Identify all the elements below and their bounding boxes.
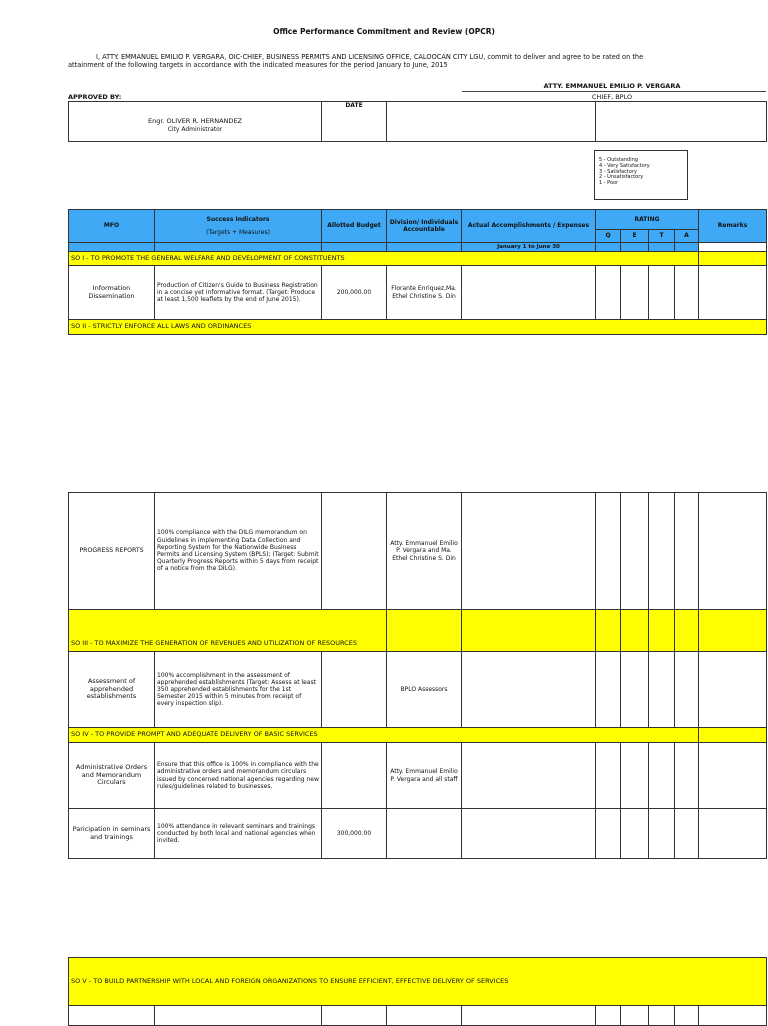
row3-division: BPLO Assessors: [387, 652, 462, 728]
header-division: Division/ Individuals Accountable: [387, 210, 462, 243]
legend-item: 1 - Poor: [599, 180, 619, 186]
opcr-table-so5: [68, 957, 767, 1026]
legend-item: 4 - Very Satisfactory: [599, 162, 650, 169]
header-targets-measures: (Targets + Measures): [206, 228, 270, 236]
row3-mfo: Assessment of apprehended establishments: [69, 652, 155, 728]
row2-division: Atty. Emmanuel Emilio P. Vergara and Ma. Ethel Christine S. Din: [387, 493, 462, 610]
header-actual-accomplishments: Actual Accomplishments / Expenses: [462, 210, 596, 243]
commitment-statement-line2: attainment of the following targets in accordance with the indicated measures for the period January to June, 2015: [68, 61, 448, 69]
approver-title: City Administrator: [167, 125, 223, 133]
row5-budget: 300,000.00: [322, 809, 387, 859]
row4-indicator: Ensure that this office is 100% in compliance with the administrative orders and memorandum circulars issued by concerned national agencies regarding new rules/guidelines related to businesses.: [155, 743, 322, 809]
row1-mfo: Information Dissemination: [69, 266, 155, 320]
row4-mfo: Administrative Orders and Memorandum Circulars: [69, 743, 155, 809]
row2-indicator: 100% compliance with the DILG memorandum on Guidelines in implementing Data Collection and Reporting System for the Nationwide Business Permits and Licensing System (BPLS); (Target: Submit Quarterly Progress Reports within 5 days from receipt of a notice from the DILG).: [155, 493, 322, 610]
document-title: Office Performance Commitment and Review (OPCR): [273, 27, 495, 36]
period-label: January 1 to June 30: [462, 243, 596, 252]
signatory-position: CHIEF, BPLO: [591, 93, 633, 101]
so5-heading: SO V - TO BUILD PARTNERSHIP WITH LOCAL AND FOREIGN ORGANIZATIONS TO ENSURE EFFICIENT, EFFECTIVE DELIVERY OF SERVICES: [69, 958, 767, 1006]
header-success-indicators-label: Success Indicators: [206, 216, 270, 224]
commitment-statement-line1: I, ATTY. EMMANUEL EMILIO P. VERGARA, OIC-CHIEF, BUSINESS PERMITS AND LICENSING OFFICE, CALOOCAN CITY LGU, commit to deliver and agree to be rated on the: [96, 53, 644, 61]
opcr-table-continued: [68, 492, 767, 859]
header-t: T: [649, 230, 675, 243]
row1-budget: 200,000.00: [322, 266, 387, 320]
row4-division: Atty. Emmanuel Emilio P. Vergara and all staff: [387, 743, 462, 809]
legend-item: 2 - Unsatisfactory: [599, 174, 644, 181]
row1-indicator: Production of Citizen's Guide to Business Registration in a concise yet informative format. (Target: Produce at least 1,500 leaflets by the end of June 2015).: [155, 266, 322, 320]
legend-item: 5 - Outstanding: [599, 157, 638, 163]
signatory-name: ATTY. EMMANUEL EMILIO P. VERGARA: [543, 82, 681, 90]
row1-division: Florante Enriquez,Ma. Ethel Christine S. Din: [387, 266, 462, 320]
row2-mfo: PROGRESS REPORTS: [69, 493, 155, 610]
approval-table: [68, 101, 767, 142]
so2-heading: SO II - STRICTLY ENFORCE ALL LAWS AND ORDINANCES: [69, 320, 767, 335]
table-row: [69, 1006, 767, 1026]
approval-blank: [596, 102, 767, 142]
so3-heading: SO III - TO MAXIMIZE THE GENERATION OF REVENUES AND UTILIZATION OF RESOURCES: [69, 610, 387, 652]
header-allotted-budget: Allotted Budget: [322, 210, 387, 243]
header-success-indicators: [155, 210, 322, 243]
row3-indicator: 100% accomplishment in the assessment of apprehended establishments (Target: Assess at least 350 apprehended establishments for the 1st Semester 2015 within 5 minutes from receipt of every inspection slip).: [155, 652, 322, 728]
header-a: A: [675, 230, 699, 243]
date-value: [387, 102, 596, 142]
table-row: [69, 809, 767, 859]
header-remarks: Remarks: [699, 210, 767, 243]
table-row: [69, 493, 767, 610]
row5-indicator: 100% attendance in relevant seminars and trainings conducted by both local and national agencies when invited.: [155, 809, 322, 859]
table-row: [69, 743, 767, 809]
legend-item: 3 - Satisfactory: [599, 168, 637, 175]
approved-by-label: APPROVED BY:: [68, 93, 122, 101]
approver-name: Engr. OLIVER R. HERNANDEZ: [147, 117, 242, 125]
table-row: [69, 266, 767, 320]
header-e: E: [621, 230, 649, 243]
header-q: Q: [596, 230, 621, 243]
date-label: DATE: [322, 102, 387, 142]
row5-mfo: Paricipation in seminars and trainings: [69, 809, 155, 859]
table-row: [69, 652, 767, 728]
rating-legend: [594, 150, 688, 200]
header-rating: RATING: [596, 210, 699, 230]
header-mfo: MFO: [69, 210, 155, 243]
opcr-table: [68, 209, 767, 335]
approver-cell: [69, 102, 322, 142]
so1-heading: SO I - TO PROMOTE THE GENERAL WELFARE AND DEVELOPMENT OF CONSTITUENTS: [69, 252, 699, 266]
so4-heading: SO IV - TO PROVIDE PROMPT AND ADEQUATE DELIVERY OF BASIC SERVICES: [69, 728, 699, 743]
